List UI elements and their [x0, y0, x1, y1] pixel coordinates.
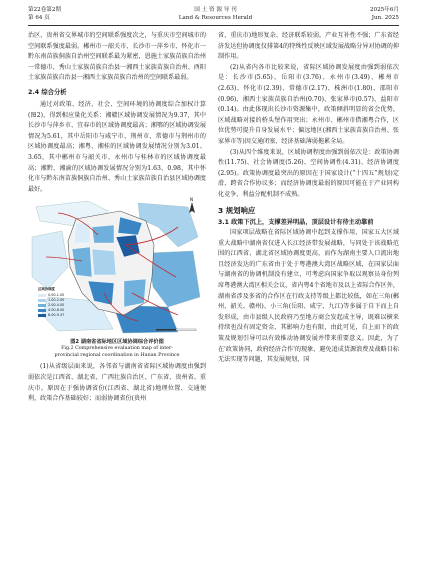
paragraph: (2)从省内各市比较来说，省际区域协调发展度由强到弱依次是：长沙市(5.65)、岳阳市(3.76)、永州市(3.49)、郴州市(2.63)、怀化市(2.39)、常德市(2.17)、株洲市(1.80)、邵阳市(0.96)、湘西土家族苗族自治州(0.70)、张家界市(0.57)、益阳市(0.14)。由此体现出长沙市资源集中，政策倾斜明显的省会优势，区域战略对接的桥头堡作用突出；永州市、郴州市借湘粤合作，区位优势可提升自身发展水平；偏远地区(湘西土家族苗族自治州、张家界市等)因交通闭塞、经济基础薄弱拖累全局。: [218, 63, 399, 145]
right-column: [218, 31, 399, 366]
paragraph: 通过对政策、经济、社会、空间环境的协调度综合加权计算(图2)，得到相应量化关系：湘赣区域协调发展情况为9.37，其中长沙市与萍乡市、宜春市的区域协调度最高；湘鄂的区域协调发展情况为5.61，其中岳阳市与咸宁市、荆州市、常德市与荆州市的区域协调度最高；湘粤、湘桂的区域协调发展情况分别为3.01、3.65，其中郴州市与韶关市、永州市与桂林市的区域协调度最高；湘黔、湘渝的区域协调发展情况分别为1.63、0.98，其中怀化市与黔东南苗族侗族自治州、秀山土家族苗族自治县区域协调度最好。: [28, 100, 206, 193]
caption-en-line-2: provincial regional coordination in Hunan Province: [54, 352, 180, 358]
legend-label: 6.00-9.37: [48, 313, 65, 318]
legend-label: 2.00-4.00: [48, 303, 65, 308]
legend-item: [38, 313, 64, 318]
header-center: [179, 6, 252, 26]
page-header: [28, 6, 399, 26]
paragraph: (1)从省级层面来说，各邻省与湖南省省际区域协调度由强到弱依次是江西省、湖北省、广西壮族自治区、广东省、贵州省、重庆市。原因在于强协调省份(江西省、湖北省)地理位置、交通便利，政策合作基础较好；而弱协调省份(贵州: [28, 363, 206, 403]
paragraph: 国家项层战略在省际区域协调中起到支撑作用，国家五大区域重大战略中湖南省仅进入长江经济带发展战略，与同处于该战略范围的江西省、湖北省区域协调度更高，而作为湖南主要人口流出地且经济发达的广东省由于处于粤港澳大湾区战略区域，在国家层面与湖南省的协调机制没有建立，可考虑向国家争取以观察员身份列席粤港澳大湾区相关会议，省内粤4个省地市及以上省际合作区外，湖南省涉及多省的合作区在行政支持等级上都比较低，如在三角(郴州、韶关、赣州)、小三角(岳阳、咸宁、九江)等多属于自下而上自发形成，由市县级人民政府乃至地方商会发起成主导，既难以横来持续也没有固定资金、其影响力也有限，由此可见，自上而下的政策及规划引导可以有效推动协调发展并带来重要意义。因此，为了在'政策协同，政府经济合作'的现象，避免追成货源浪费及战略目标无法实现等问题，其发展规划，国: [218, 229, 399, 364]
scale-bar: [156, 329, 196, 331]
paragraph: 治区、贵州省交界城市的空间联系强度次之，与重庆市空间城市的空间联系强度最弱。郴州市一韶关市、长沙市一萍乡市、怀化市一黔东南苗族侗族自治州空间联系最为紧密，恩施土家族苗族自治州一常德市、秀山土家族苗族自治县一湘西土家族苗族自治州、酉阳土家族苗族自治县一湘西土家族苗族自治州的空间联系最弱。: [28, 32, 206, 82]
legend-label: 4.00-6.00: [48, 308, 65, 313]
legend-swatch: [38, 314, 46, 317]
date-en: Jun. 2025: [371, 15, 399, 21]
date-zh: 2025年6月: [370, 7, 399, 13]
city-region: [92, 249, 116, 275]
section-heading: 3 规划响应: [218, 205, 256, 215]
map-legend: [38, 287, 64, 318]
left-column: [28, 31, 206, 405]
figure-caption: [28, 338, 206, 359]
page-number: 第 64 页: [28, 15, 50, 21]
svg-text:N: N: [190, 197, 193, 203]
legend-label: 0.00-1.00: [48, 293, 65, 298]
legend-title: 区域协调度: [38, 287, 55, 292]
figure-map: [28, 197, 206, 337]
legend-swatch: [38, 294, 46, 297]
subsection-heading: 3.1 政策下沉上，支撑差异明晶，顶层设计有待主动靠前: [218, 218, 374, 226]
legend-swatch: [38, 309, 46, 312]
legend-swatch: [38, 299, 46, 302]
header-divider: [28, 25, 399, 26]
neighbor-province-region: [32, 231, 68, 289]
issue-label: 第22卷第2期: [28, 7, 62, 13]
journal-title-en: Land & Resources Herald: [178, 15, 253, 21]
paragraph: (3)从四个维度来说，区域协调程度由强到弱依次是：政策协调性(11.75)、社会协调度(5.26)、空间协调性(4.31)、经济协调度(2.95)。政策协调度最突出的原因在于国家设计(“十四五”规划)定滑，跨省合作协议多；而经济协调度最弱的原因可能在于产业同构化竞争、利益分配机制不成熟。: [218, 148, 399, 198]
caption-en-line-1: Fig.2 Comprehensive evaluation map of inter-: [61, 346, 173, 352]
section-heading: 2.4 综合分析: [28, 88, 67, 96]
north-arrow-icon: [189, 197, 195, 213]
header-right: [370, 6, 399, 26]
city-region: [124, 279, 146, 307]
city-region: [92, 225, 114, 243]
legend-label: 1.00-2.00: [48, 298, 65, 303]
paragraph: 省、重庆市)地形复杂、经济联系较弱，产业互补性不强；广东省经济发达但协调度仅排第4的特殊性反映区域发展战略分异对协调的抑制作用。: [218, 32, 399, 61]
legend-swatch: [38, 304, 46, 307]
neighbor-province-region: [148, 251, 200, 307]
journal-title-zh: 国 土 资 源 导 刊: [194, 7, 237, 13]
caption-zh: 图2 湖南省省际地区区域协调综合评价图: [70, 339, 164, 346]
header-left: [28, 6, 61, 26]
